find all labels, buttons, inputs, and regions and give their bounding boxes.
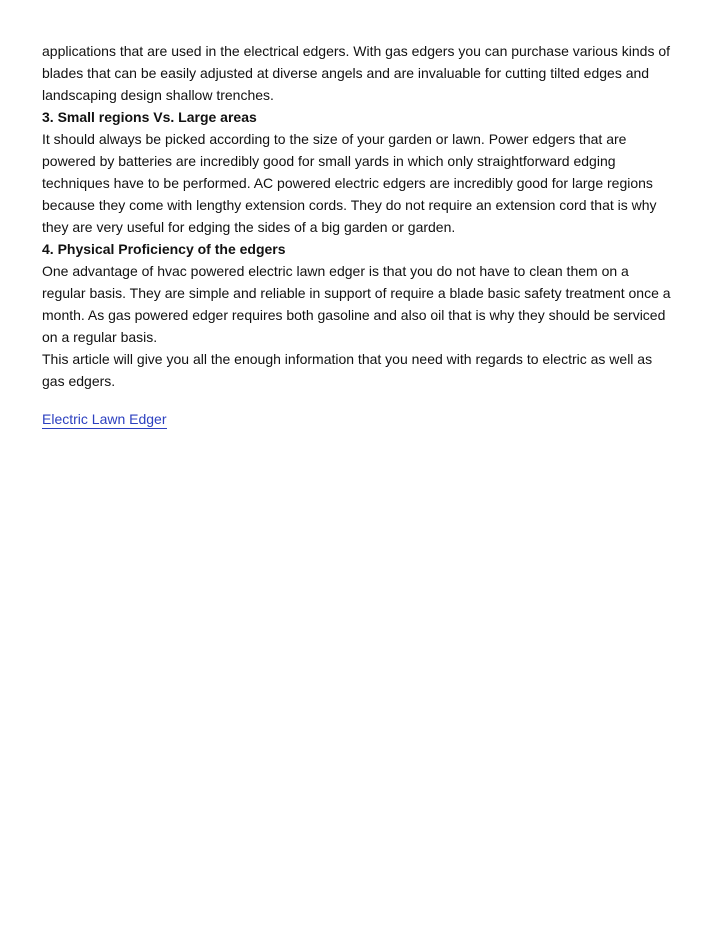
paragraph-line: gas edgers. — [42, 373, 116, 389]
paragraph-line: on a regular basis. — [42, 329, 158, 345]
paragraph-line: blades that can be easily adjusted at diverse angels and are invaluable for cutting tilted edges and — [42, 65, 650, 81]
paragraph-line: because they come with lengthy extension cords. They do not require an extension cord that is why — [42, 197, 657, 213]
paragraph-line: It should always be picked according to the size of your garden or lawn. Power edgers that are — [42, 131, 627, 147]
section-heading-physical-proficiency: 4. Physical Proficiency of the edgers — [42, 241, 286, 257]
paragraph-line: powered by batteries are incredibly good for small yards in which only straightforward edging — [42, 153, 616, 169]
paragraph-line: landscaping design shallow trenches. — [42, 87, 274, 103]
paragraph-line: techniques have to be performed. AC powered electric edgers are incredibly good for large regions — [42, 175, 653, 191]
paragraph-line: This article will give you all the enough information that you need with regards to electric as well as — [42, 351, 653, 367]
paragraph-line: month. As gas powered edger requires both gasoline and also oil that is why they should be serviced — [42, 307, 666, 323]
document-body — [42, 40, 692, 430]
section-heading-small-vs-large: 3. Small regions Vs. Large areas — [42, 109, 257, 125]
link-container — [42, 408, 692, 430]
electric-lawn-edger-link[interactable]: Electric Lawn Edger — [42, 411, 167, 427]
paragraph-line: One advantage of hvac powered electric lawn edger is that you do not have to clean them on a — [42, 263, 629, 279]
paragraph-line: regular basis. They are simple and reliable in support of require a blade basic safety treatment once a — [42, 285, 671, 301]
paragraph-line: they are very useful for edging the sides of a big garden or garden. — [42, 219, 456, 235]
paragraph-line: applications that are used in the electrical edgers. With gas edgers you can purchase various kinds of — [42, 43, 671, 59]
